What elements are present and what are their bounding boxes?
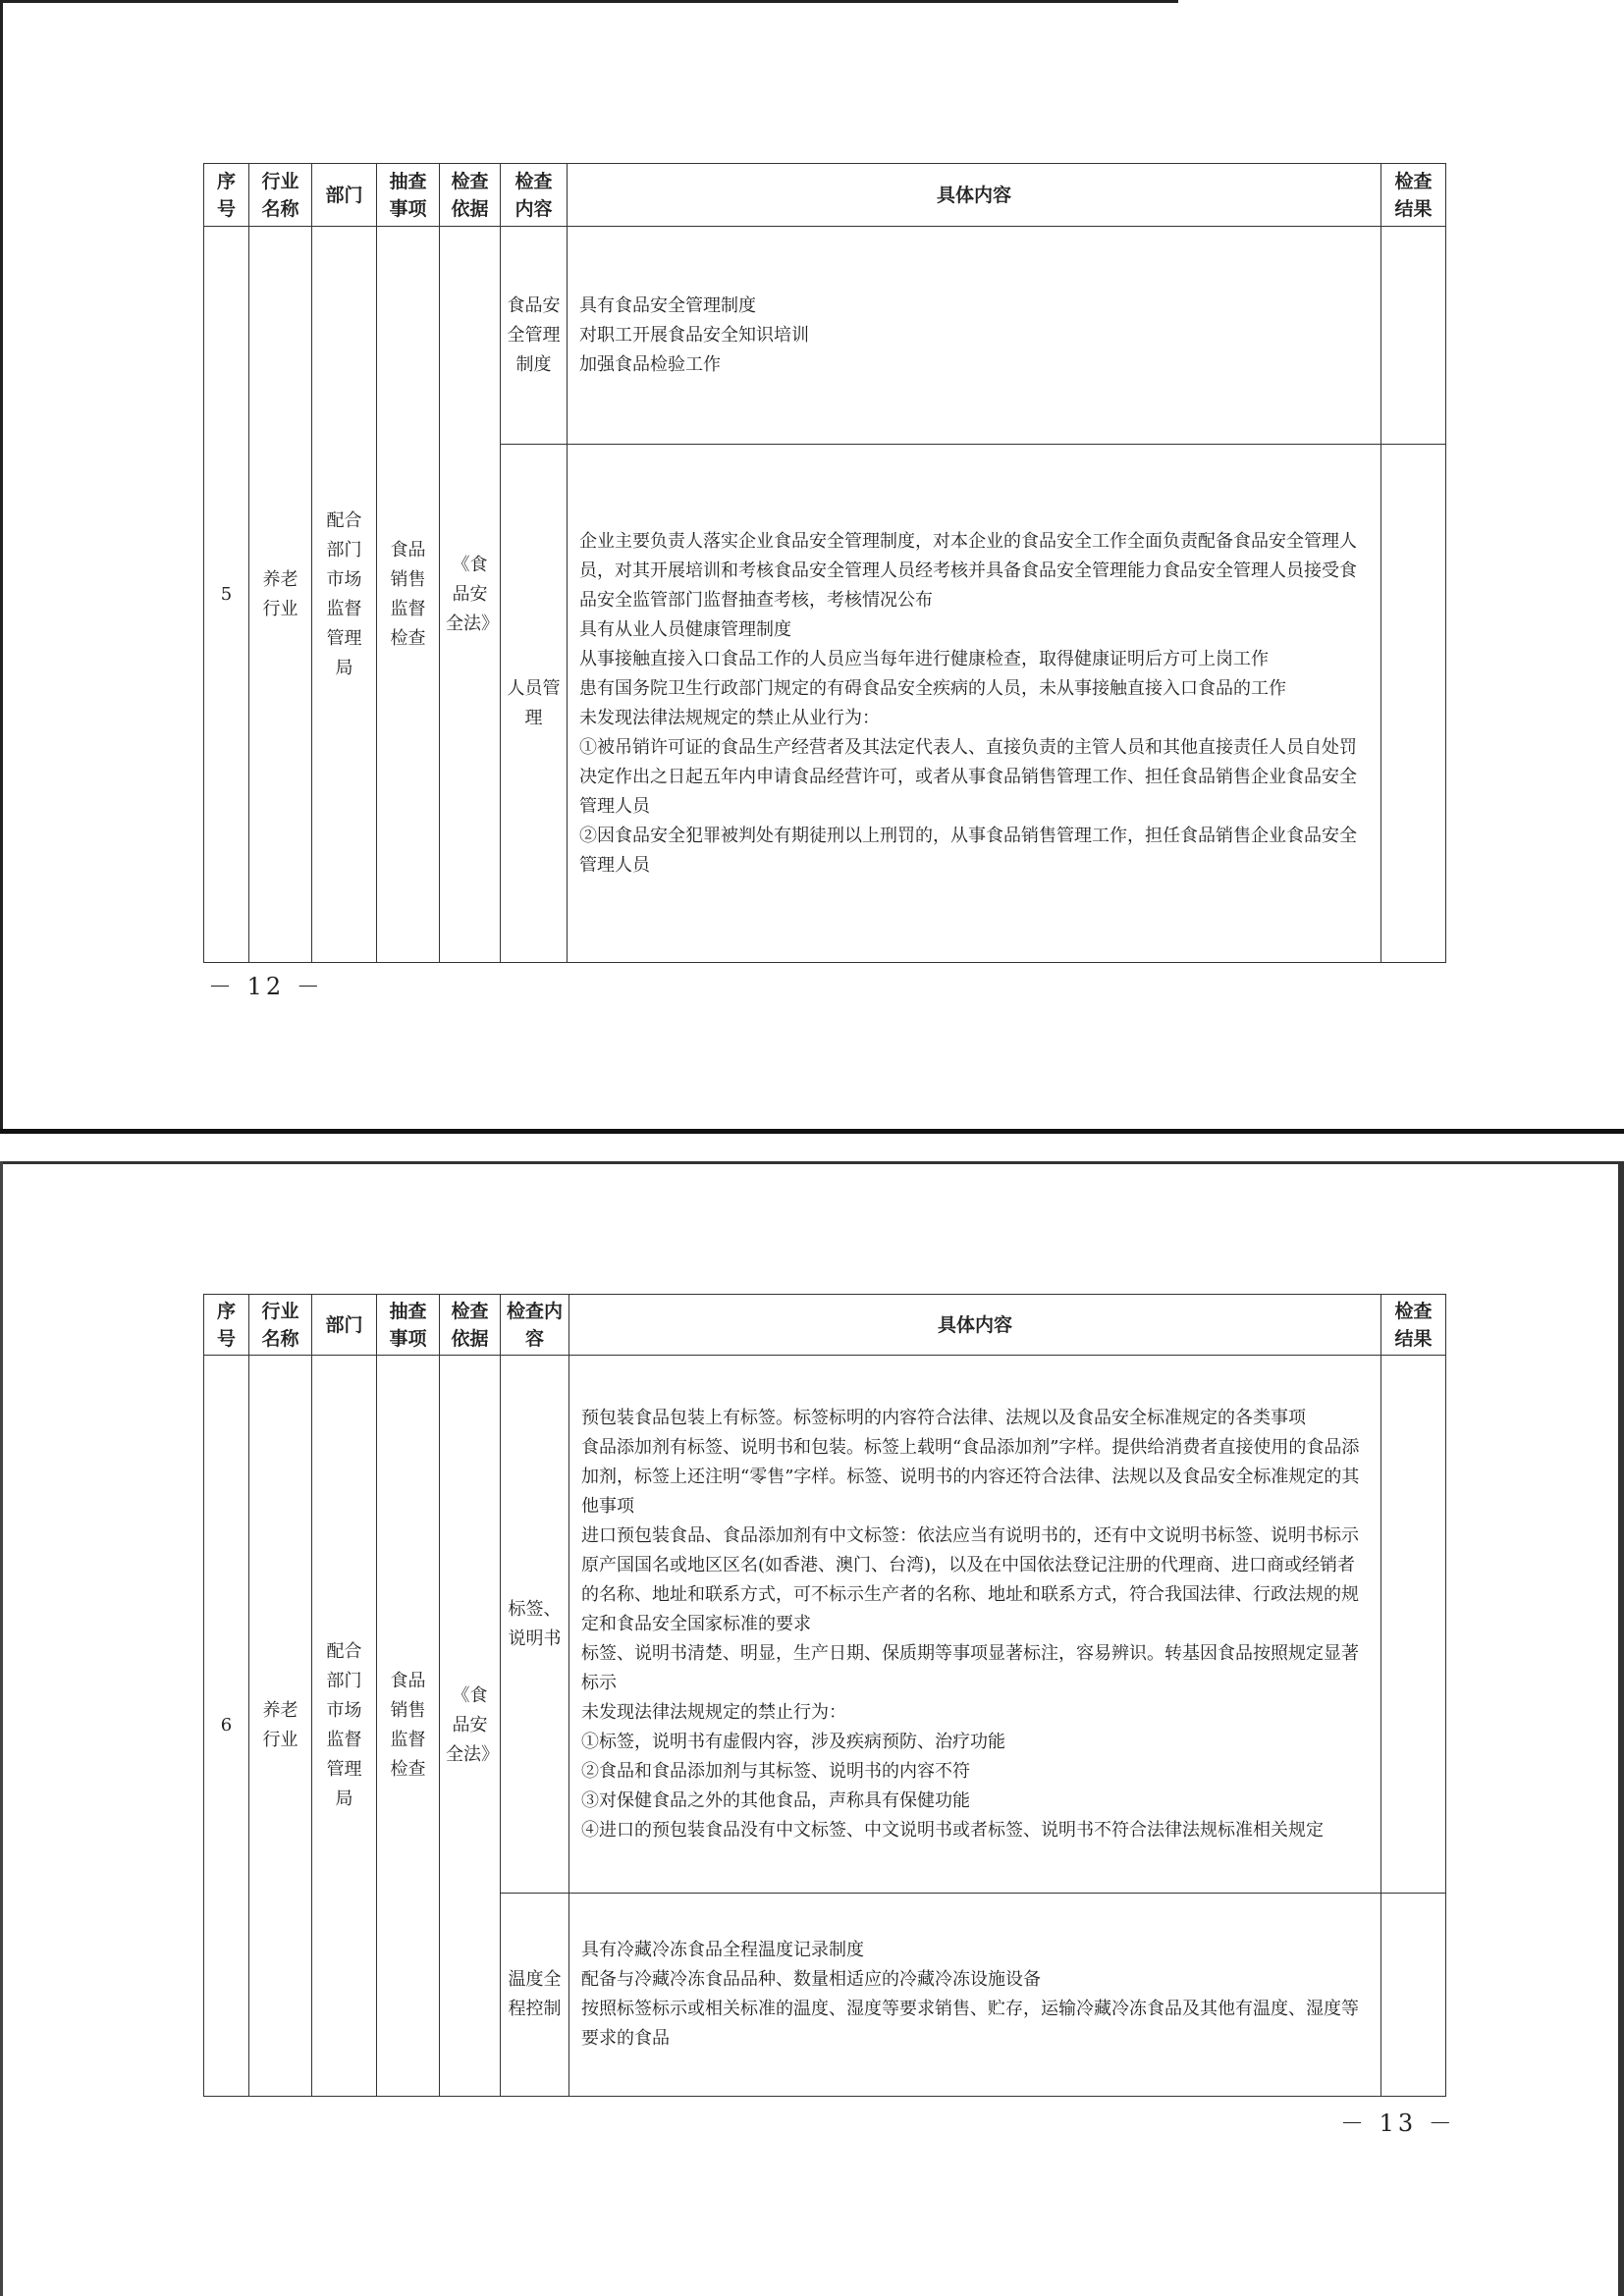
detail-line: ②因食品安全犯罪被判处有期徒刑以上刑罚的，从事食品销售管理工作，担任食品销售企业食品安全管理人员 bbox=[579, 825, 1357, 876]
header-detail: 具体内容 bbox=[569, 1295, 1381, 1356]
detail-line: 预包装食品包装上有标签。标签标明的内容符合法律、法规以及食品安全标准规定的各类事项 bbox=[581, 1407, 1306, 1428]
header-industry: 行业名称 bbox=[249, 1295, 312, 1356]
detail-line: 具有从业人员健康管理制度 bbox=[579, 618, 791, 640]
header-seq: 序号 bbox=[204, 164, 249, 227]
cell-inspect: 食品安全管理制度 bbox=[501, 227, 568, 445]
header-inspect: 检查内容 bbox=[501, 164, 568, 227]
inspection-table-p13 bbox=[203, 1294, 1446, 2097]
page-number: － 12 － bbox=[208, 973, 324, 1000]
detail-line: 食品添加剂有标签、说明书和包装。标签上载明“食品添加剂”字样。提供给消费者直接使用的食品添加剂，标签上还注明“零售”字样。标签、说明书的内容还符合法律、法规以及食品安全标准规定的其他事项 bbox=[581, 1436, 1360, 1517]
header-basis: 检查依据 bbox=[440, 164, 501, 227]
cell-detail bbox=[569, 1356, 1381, 1894]
inspection-table-p12 bbox=[203, 163, 1446, 963]
page-12 bbox=[0, 0, 1624, 1134]
detail-line: 未发现法律法规规定的禁止从业行为： bbox=[579, 707, 880, 728]
cell-inspect: 人员管理 bbox=[501, 445, 568, 963]
detail-line: ④进口的预包装食品没有中文标签、中文说明书或者标签、说明书不符合法律法规标准相关规定 bbox=[581, 1819, 1324, 1841]
table-header-row bbox=[204, 1295, 1446, 1356]
cell-inspect: 标签、说明书 bbox=[501, 1356, 569, 1894]
detail-line: 患有国务院卫生行政部门规定的有碍食品安全疾病的人员，未从事接触直接入口食品的工作 bbox=[579, 677, 1286, 699]
table-row bbox=[204, 227, 1446, 445]
detail-line: 按照标签标示或相关标准的温度、湿度等要求销售、贮存，运输冷藏冷冻食品及其他有温度、湿度等要求的食品 bbox=[581, 1999, 1359, 2049]
header-dept: 部门 bbox=[312, 164, 377, 227]
header-industry: 行业名称 bbox=[249, 164, 312, 227]
cell-dept: 配合部门市场监督管理局 bbox=[312, 227, 377, 963]
cell-item: 食品销售监督检查 bbox=[377, 227, 440, 963]
header-result: 检查结果 bbox=[1381, 164, 1446, 227]
cell-item: 食品销售监督检查 bbox=[377, 1356, 440, 2097]
scan-edge-right bbox=[1618, 1161, 1624, 2296]
cell-detail bbox=[568, 227, 1381, 445]
page-number: － 13 － bbox=[1340, 2109, 1456, 2137]
table-header-row bbox=[204, 164, 1446, 227]
header-seq: 序号 bbox=[204, 1295, 249, 1356]
scan-edge-left bbox=[0, 0, 3, 1134]
cell-industry: 养老行业 bbox=[249, 227, 312, 963]
cell-result bbox=[1381, 1356, 1446, 1894]
header-result: 检查结果 bbox=[1381, 1295, 1446, 1356]
detail-line: 具有冷藏冷冻食品全程温度记录制度 bbox=[581, 1940, 864, 1960]
detail-line: 加强食品检验工作 bbox=[579, 353, 721, 375]
cell-result bbox=[1381, 227, 1446, 445]
header-detail: 具体内容 bbox=[568, 164, 1381, 227]
scan-edge-top bbox=[0, 1161, 1624, 1164]
table-row bbox=[204, 1356, 1446, 1894]
scan-edge-left bbox=[0, 1161, 3, 2296]
header-dept: 部门 bbox=[312, 1295, 377, 1356]
cell-inspect: 温度全程控制 bbox=[501, 1894, 569, 2097]
detail-line: 企业主要负责人落实企业食品安全管理制度，对本企业的食品安全工作全面负责配备食品安全管理人员，对其开展培训和考核食品安全管理人员经考核并具备食品安全管理能力食品安全管理人员接受食品安全监管部门监督抽查考核，考核情况公布 bbox=[579, 530, 1357, 611]
header-item: 抽查事项 bbox=[377, 1295, 440, 1356]
header-inspect: 检查内容 bbox=[501, 1295, 569, 1356]
detail-line: ③对保健食品之外的其他食品，声称具有保健功能 bbox=[581, 1789, 970, 1811]
detail-line: 进口预包装食品、食品添加剂有中文标签：依法应当有说明书的，还有中文说明书标签、说明书标示原产国国名或地区区名(如香港、澳门、台湾)，以及在中国依法登记注册的代理商、进口商或经销者的名称、地址和联系方式，可不标示生产者的名称、地址和联系方式，符合我国法律、行政法规的规定和食品安全国家标准的要求 bbox=[581, 1524, 1359, 1634]
detail-line: 标签、说明书清楚、明显，生产日期、保质期等事项显著标注，容易辨识。转基因食品按照规定显著标示 bbox=[581, 1642, 1359, 1693]
cell-dept: 配合部门市场监督管理局 bbox=[312, 1356, 377, 2097]
detail-line: 未发现法律法规规定的禁止行为： bbox=[581, 1701, 846, 1723]
cell-result bbox=[1381, 445, 1446, 963]
cell-detail bbox=[569, 1894, 1381, 2097]
detail-line: ②食品和食品添加剂与其标签、说明书的内容不符 bbox=[581, 1760, 970, 1782]
detail-line: 从事接触直接入口食品工作的人员应当每年进行健康检查，取得健康证明后方可上岗工作 bbox=[579, 648, 1269, 669]
detail-line: ①被吊销许可证的食品生产经营者及其法定代表人、直接负责的主管人员和其他直接责任人员自处罚决定作出之日起五年内申请食品经营许可，或者从事食品销售管理工作、担任食品销售企业食品安全管理人员 bbox=[579, 736, 1357, 817]
detail-line: 具有食品安全管理制度 bbox=[579, 294, 756, 316]
cell-detail bbox=[568, 445, 1381, 963]
scan-edge-top bbox=[0, 0, 1178, 3]
cell-basis: 《食品安全法》 bbox=[440, 227, 501, 963]
cell-result bbox=[1381, 1894, 1446, 2097]
detail-line: 对职工开展食品安全知识培训 bbox=[579, 324, 809, 346]
page-13 bbox=[0, 1161, 1624, 2296]
cell-seq: 6 bbox=[204, 1356, 249, 2097]
cell-industry: 养老行业 bbox=[249, 1356, 312, 2097]
page-gap bbox=[0, 1134, 1624, 1161]
header-basis: 检查依据 bbox=[440, 1295, 501, 1356]
cell-basis: 《食品安全法》 bbox=[440, 1356, 501, 2097]
header-item: 抽查事项 bbox=[377, 164, 440, 227]
detail-line: ①标签，说明书有虚假内容，涉及疾病预防、治疗功能 bbox=[581, 1731, 1005, 1752]
detail-line: 配备与冷藏冷冻食品品种、数量相适应的冷藏冷冻设施设备 bbox=[581, 1969, 1041, 1990]
cell-seq: 5 bbox=[204, 227, 249, 963]
